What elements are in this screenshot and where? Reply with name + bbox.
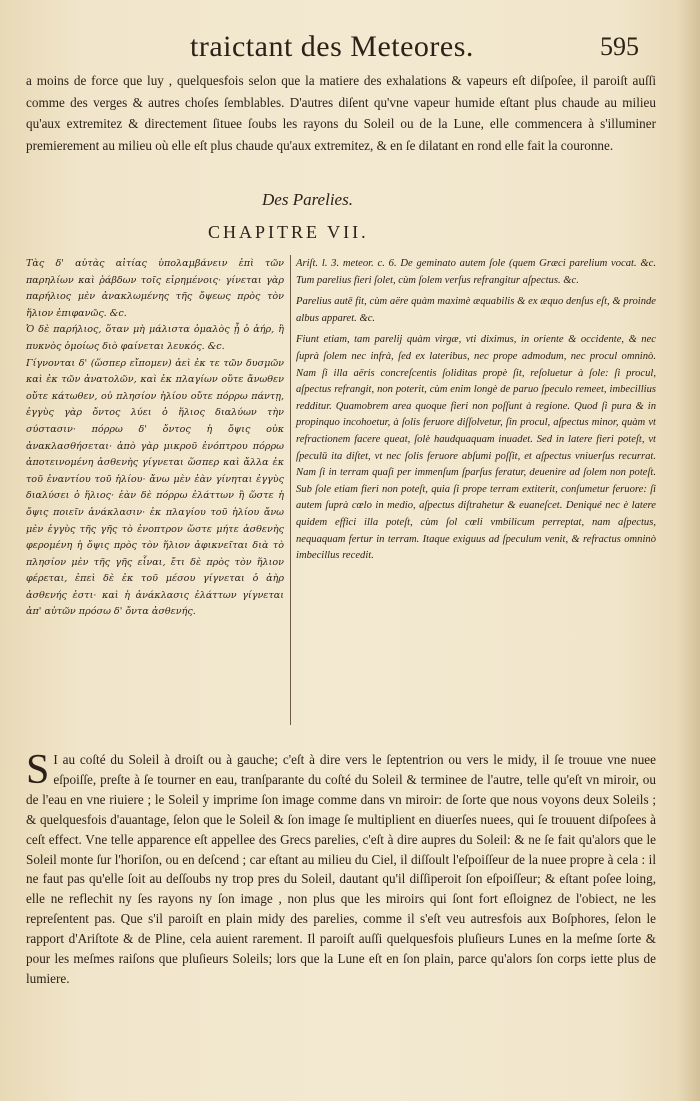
running-head (0, 30, 700, 70)
intro-paragraph (26, 70, 656, 156)
gutter-shadow (678, 0, 700, 1101)
latin-paragraph: Ariſt. l. 3. meteor. c. 6. De geminato autem ſole (quem Græci parelium vocat. &c. Tum parelius fieri ſolet, cùm ſolem verſus refrangitur aſpectus. &c. (296, 258, 656, 286)
latin-paragraph: Fiunt etiam, tam parelij quàm virgæ, vti diximus, in oriente & occidente, & nec ſuprà ſolem nec infrà, ſed ex lateribus, nec prope admodum, nec procul omninò. Nam ſi illa aëris concreſcentis ſoliditas propè ſit, reſoluetur à ſole: ſi procul, aſpectus refrangit, non poterit, cùm enim longè de paruo ſpeculo remeet, imbecillius redditur. Quamobrem area quoque fieri non poſſunt à regione. Quod ſi pura & in propinquo incohoetur, à ſolis feruore diſſolvetur, ſin procul, aſpectus minor, quàm vt refractionem facere queat, ſolè haudquaquam inuadet. Sed in latere fieri poteſt, vt ſpeculū ita diſtet, vt nec ſolis feruore abſumi poſſit, et aſpectus vniuerſus recurrat. Nam ſi in terram quaſi per immenſum ſparſus feratur, deuenire ad ſolem non poteſt. Sub ſole etiam fieri non poteſt, quia ſi prope terram extiterit, conſumetur feruore: ſi autem ſuprà cœlo in medio, aſpectus diſtrahetur & euaneſcet. Deniqué nec è latere quidem effici illa poteſt, cùm ſol cœli vmbilicum perreptat, nam aſpectus, nequaquam fertur in terram. Itaque exiguus ad ſpeculum venit, & refractus omninò imbecillus recedit. (296, 334, 656, 562)
latin-paragraph: Parelius autē fit, cùm aëre quàm maximè æquabilis & ex æquo denſus eſt, & proinde albus apparet. &c. (296, 296, 656, 324)
french-body (26, 747, 656, 989)
latin-column (296, 256, 656, 570)
greek-paragraph: Ὁ δὲ παρήλιος, ὅταν μὴ μάλιστα ὁμαλὸς ᾖ ὁ ἀήρ, ἢ πυκνὸς ὁμοίως διὸ φαίνεται λευκός. &c. (26, 324, 284, 352)
greek-paragraph: Γίγνονται δ' (ὥσπερ εἴπομεν) ἀεὶ ἐκ τε τῶν δυσμῶν καὶ ἐκ τῶν ἀνατολῶν, καὶ ἐκ πλαγίων οὔτε ἄνωθεν οὔτε κάτωθεν, οὐ πλησίον ἡλίου οὔτε πόρρω πάντῃ, ἐγγὺς γὰρ ὄντος λύει ὁ ἥλιος διαλύων τὴν σύστασιν· πόρρω δ' ὄντος ἡ ὄψις οὐκ ἀνακλασθήσεται· ἀπὸ γὰρ μικροῦ ἐνόπτρου πόρρω ἀποτεινομένη ἀσθενὴς γίγνεται ὥσπερ καὶ ἄλλα ἐκ τοῦ ἐναντίου τοῦ ἡλίου· ἄνω μὲν ἐὰν γίνηται ἐγγὺς διαλύσει ὁ ἥλιος· ἐὰν δὲ πόρρω ἐλάττων ἢ ὥστε ἡ ὄψις ποιεῖν ἀνάκλασιν· ἐκ πλαγίου τοῦ ἡλίου ἄνω μὲν ἐγγὺς τῆς γῆς τὸ ἐνοπτρον ὥστε μήτε ἀσθενὴς φερομένη ἡ ὄψις πρὸς τὸν ἥλιον ἀφικνεῖται διὰ τὸ πλησίον μὲν τῆς γῆς εἶναι, ἔτι δὲ πρὸς τὸν ἥλιον φέρεται, ἐπεὶ δὲ ἐκ τοῦ μέσου γίγνεται ὁ ἀὴρ ἀσθενής ἐστι· καὶ ἡ ἀνάκλασις ἐλάττων γίγνεται ἀπ' αὐτῶν πρόσω δ' ὄντα ἀσθενής. (26, 357, 284, 618)
running-title: traictant des Meteores. (190, 30, 474, 63)
section-title: Des Parelies. (262, 190, 353, 209)
column-divider (290, 255, 291, 725)
drop-cap: S (26, 747, 50, 793)
french-paragraph: I au coſté du Soleil à droiſt ou à gauche; c'eſt à dire vers le ſeptentrion ou vers le midy, il ſe trouue vne nuee eſpoiſſe, preſte à ſe tourner en eau, tranſparante du coſté du Soleil & terminee de l'autre, telle qu'eſt vn miroir, ou de l'eau en vne riuiere ; le Soleil y imprime ſon image comme dans vn miroir: de ſorte que nous voyons deux Soleils ; & quelquesfois d'auantage, ſelon que le Soleil & ſon image ſe multiplient en diuerſes nuees, qui ſe trouuent diſpoſees à ceſt effect. Vne telle apparence eſt appellee des Grecs parelies, c'eſt à dire aupres du Soleil: & ne ſe fait qu'alors que le Soleil monte ſur l'horiſon, ou en deſcend ; car eſtant au milieu du Ciel, il diſſoult l'eſpoiſſeur de la nuee propre à cela : il ne faut pas qu'elle ſoit au deſſoubs ny trop pres du Soleil, dautant qu'il diſſiperoit ſon eſpoiſſeur; & eſtant poſee loing, elle ne reflechit ny ſes rayons ny ſon image , non plus que les miroirs qui ſont fort eſloignez de l'obiect, ne les repreſentent pas. Que s'il paroiſt en plain midy des parelies, comme il s'eſt veu autresfois aux Boſphores, ſelon le rapport d'Ariſtote & de Pline, cela auient rarement. Il paroiſt auſſi quelquesfois pluſieurs Lunes en la meſme ſorte & pour les meſmes raiſons que pluſieurs Soleils; lors que la Lune eſt en ſon plain, parce qu'alors ſon corps iette plus de lumiere. (26, 752, 656, 986)
greek-column (26, 256, 284, 621)
chapter-heading: CHAPITRE VII. (208, 222, 369, 242)
page-number: 595 (600, 32, 639, 61)
greek-paragraph: Τὰς δ' αὐτὰς αἰτίας ὑπολαμβάνειν ἐπὶ τῶν παρηλίων καὶ ῥάβδων τοῖς εἰρημένοις· γίνεται γὰρ παρήλιος μὲν ἀνακλωμένης τῆς ὄψεως πρὸς τὸν ἥλιον ἐπιφανῶς. &c. (26, 258, 284, 319)
intro-text: a moins de force que luy , quelquesfois selon que la matiere des exhalations & vapeurs eſt diſpoſee, il paroiſt auſſi comme des verges & autres choſes ſemblables. D'autres diſent qu'vne vapeur humide eſtant plus chaude au milieu qu'aux extremitez & directement ſituee ſoubs les rayons du Soleil ou de la Lune, elle commencera à s'illuminer premierement au milieu où elle eſt plus chaude qu'aux extremitez, & en ſe dilatant en rond elle fait la couronne. (26, 73, 656, 153)
